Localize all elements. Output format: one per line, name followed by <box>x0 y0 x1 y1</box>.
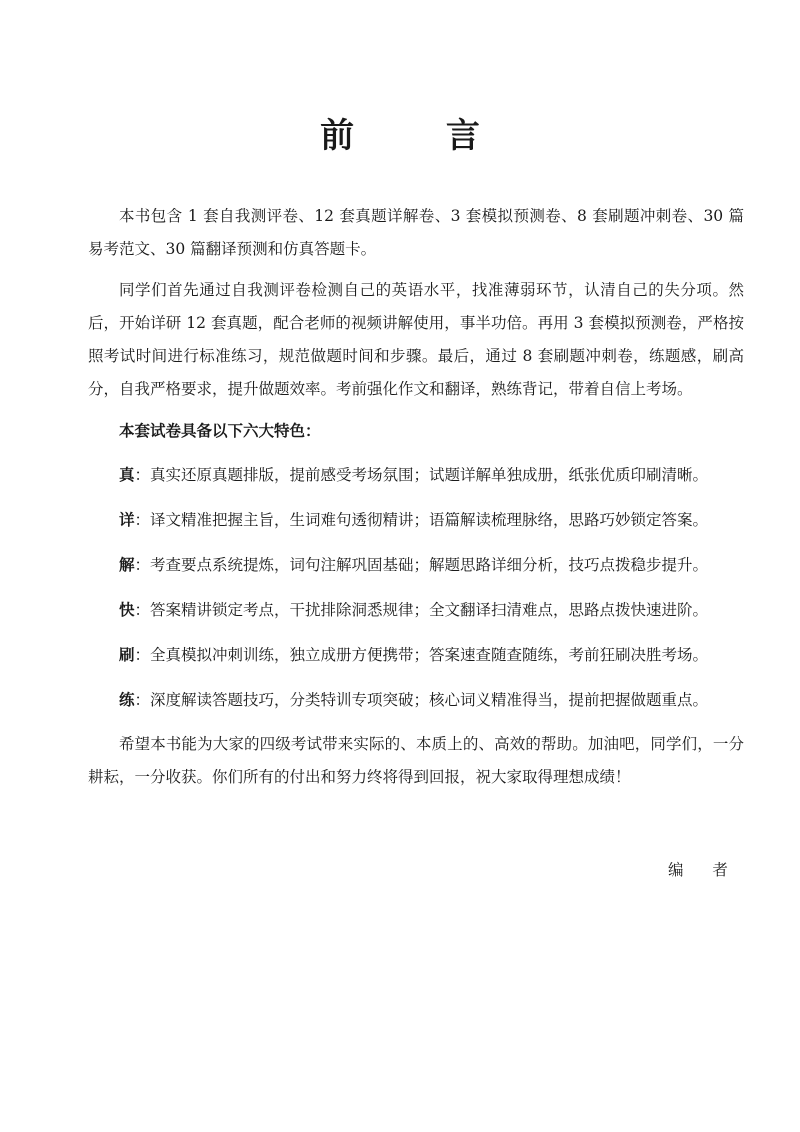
feature-item <box>88 683 744 717</box>
intro-paragraph: 本书包含 1 套自我测评卷、12 套真题详解卷、3 套模拟预测卷、8 套刷题冲刺卷、30 篇易考范文、30 篇翻译预测和仿真答题卡。 <box>88 207 744 258</box>
feature-key: 真 <box>119 465 135 484</box>
closing-paragraph: 希望本书能为大家的四级考试带来实际的、本质上的、高效的帮助。加油吧，同学们，一分耕耘，一分收获。你们所有的付出和努力终将得到回报，祝大家取得理想成绩！ <box>88 735 744 786</box>
page-title: 前 言 <box>320 116 520 156</box>
study-method-paragraph: 同学们首先通过自我测评卷检测自己的英语水平，找准薄弱环节，认清自己的失分项。然后，开始详研 12 套真题，配合老师的视频讲解使用，事半功倍。再用 3 套模拟预测卷，严格按照考试时间进行标准练习，规范做题时间和步骤。最后，通过 8 套刷题冲刺卷，练题感，刷高分，自我严格要求，提升做题效率。考前强化作文和翻译，熟练背记，带着自信上考场。 <box>88 281 744 398</box>
signature: 编 者 <box>668 861 740 879</box>
feature-text: ：真实还原真题排版，提前感受考场氛围；试题详解单独成册，纸张优质印刷清晰。 <box>134 466 709 484</box>
feature-key: 解 <box>119 555 135 574</box>
feature-key: 练 <box>119 690 135 709</box>
feature-item <box>88 458 744 492</box>
feature-key: 详 <box>119 510 135 529</box>
feature-text: ：译文精准把握主旨，生词难句透彻精讲；语篇解读梳理脉络，思路巧妙锁定答案。 <box>134 511 709 529</box>
feature-text: ：考查要点系统提炼，词句注解巩固基础；解题思路详细分析，技巧点拨稳步提升。 <box>134 556 709 574</box>
features-heading: 本套试卷具备以下六大特色： <box>119 421 321 440</box>
feature-item <box>88 638 744 672</box>
preface-body <box>88 200 744 802</box>
feature-key: 快 <box>119 600 135 619</box>
feature-text: ：深度解读答题技巧，分类特训专项突破；核心词义精准得当，提前把握做题重点。 <box>134 691 709 709</box>
feature-text: ：全真模拟冲刺训练，独立成册方便携带；答案速查随查随练，考前狂刷决胜考场。 <box>134 646 709 664</box>
feature-text: ：答案精讲锁定考点，干扰排除洞悉规律；全文翻译扫清难点，思路点拨快速进阶。 <box>134 601 709 619</box>
feature-item <box>88 548 744 582</box>
feature-item <box>88 503 744 537</box>
feature-key: 刷 <box>119 645 135 664</box>
feature-item <box>88 593 744 627</box>
